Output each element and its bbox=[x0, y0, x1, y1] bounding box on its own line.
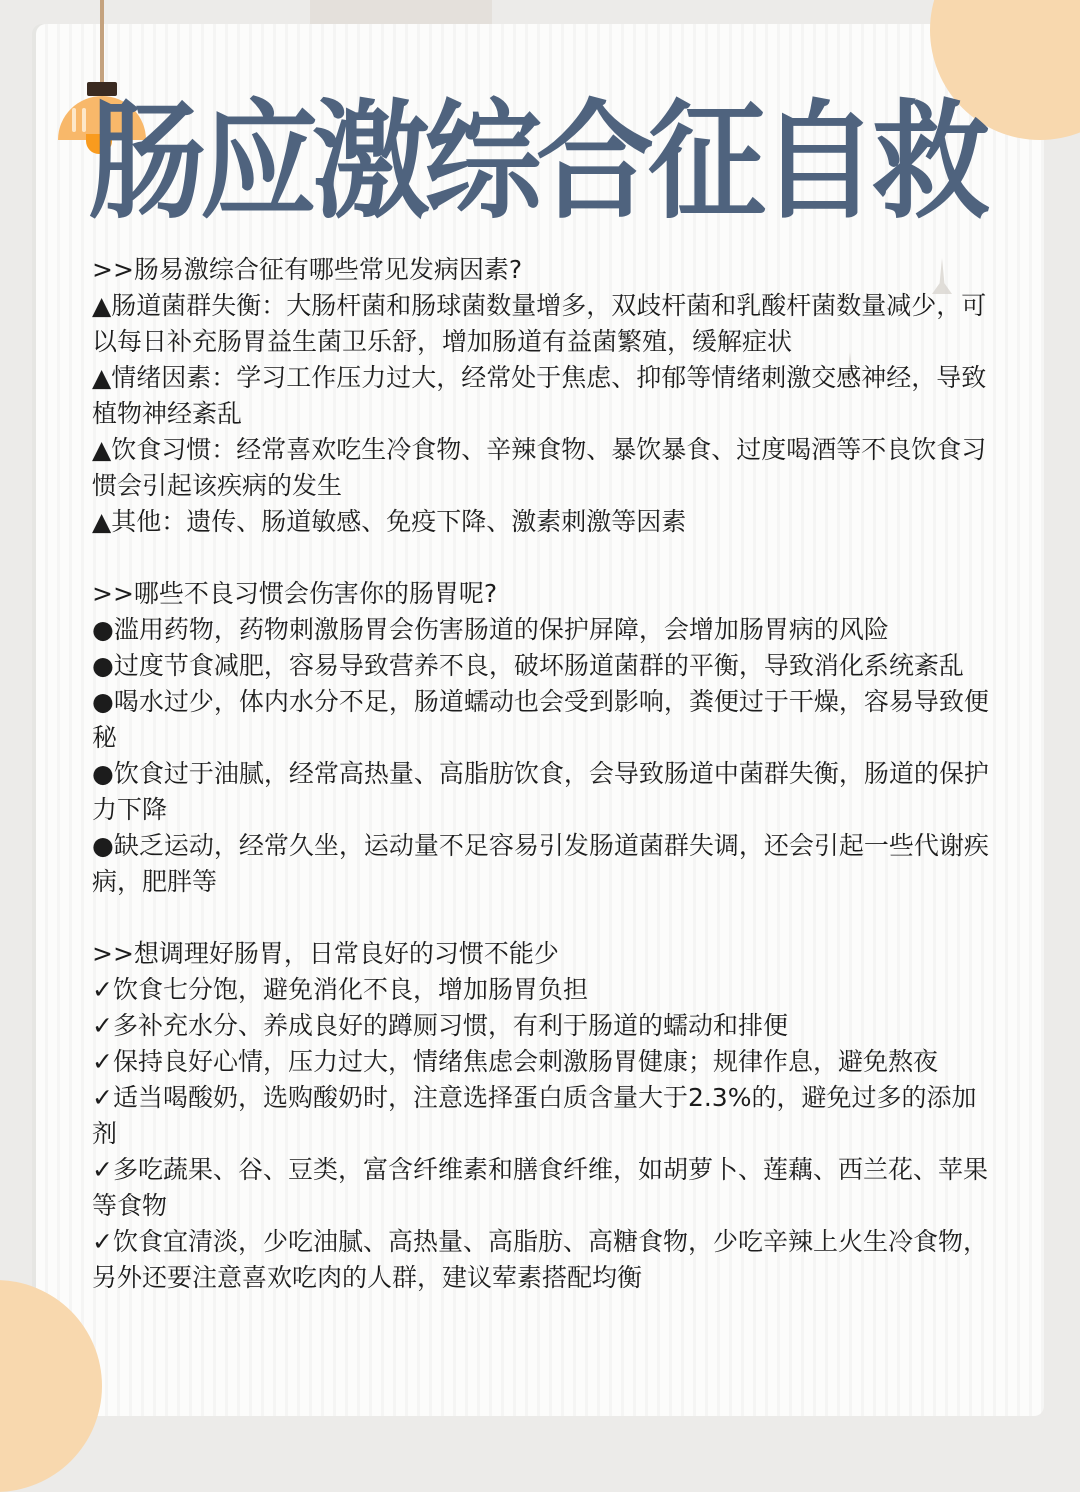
dot-bullet-icon: ● bbox=[92, 831, 114, 860]
list-item: ●滥用药物，药物刺激肠胃会伤害肠道的保护屏障，会增加肠胃病的风险 bbox=[92, 615, 889, 644]
background-band bbox=[310, 0, 492, 24]
list-item: ●饮食过于油腻，经常高热量、高脂肪饮食，会导致肠道中菌群失衡，肠道的保护力下降 bbox=[92, 759, 989, 824]
checkmark-icon: ✓ bbox=[92, 1155, 113, 1184]
triangle-bullet-icon: ▲ bbox=[92, 291, 112, 320]
section-heading: >>肠易激综合征有哪些常见发病因素? bbox=[92, 255, 523, 284]
page-title: 肠应激综合征自救 bbox=[88, 86, 985, 236]
list-item: ✓饮食宜清淡，少吃油腻、高热量、高脂肪、高糖食物，少吃辛辣上火生冷食物，另外还要注意喜欢吃肉的人群，建议荤素搭配均衡 bbox=[92, 1227, 988, 1292]
section-heading: >>想调理好肠胃，日常良好的习惯不能少 bbox=[92, 939, 559, 968]
lamp-cord bbox=[100, 0, 104, 84]
checkmark-icon: ✓ bbox=[92, 1083, 113, 1112]
triangle-bullet-icon: ▲ bbox=[92, 507, 112, 536]
dot-bullet-icon: ● bbox=[92, 615, 114, 644]
lamp-stripe bbox=[72, 108, 76, 132]
list-item: ✓适当喝酸奶，选购酸奶时，注意选择蛋白质含量大于2.3%的，避免过多的添加剂 bbox=[92, 1083, 977, 1148]
triangle-bullet-icon: ▲ bbox=[92, 363, 112, 392]
list-item: ▲肠道菌群失衡：大肠杆菌和肠球菌数量增多，双歧杆菌和乳酸杆菌数量减少，可以每日补充肠胃益生菌卫乐舒，增加肠道有益菌繁殖，缓解症状 bbox=[92, 291, 987, 356]
dot-bullet-icon: ● bbox=[92, 759, 114, 788]
dot-bullet-icon: ● bbox=[92, 687, 114, 716]
list-item: ▲饮食习惯：经常喜欢吃生冷食物、辛辣食物、暴饮暴食、过度喝酒等不良饮食习惯会引起该疾病的发生 bbox=[92, 435, 987, 500]
checkmark-icon: ✓ bbox=[92, 1011, 113, 1040]
list-item: ✓保持良好心情，压力过大，情绪焦虑会刺激肠胃健康；规律作息，避免熬夜 bbox=[92, 1047, 938, 1076]
section-causes bbox=[92, 252, 992, 540]
dot-bullet-icon: ● bbox=[92, 651, 114, 680]
list-item: ▲情绪因素：学习工作压力过大，经常处于焦虑、抑郁等情绪刺激交感神经，导致植物神经紊乱 bbox=[92, 363, 987, 428]
list-item: ●过度节食减肥，容易导致营养不良，破坏肠道菌群的平衡，导致消化系统紊乱 bbox=[92, 651, 964, 680]
checkmark-icon: ✓ bbox=[92, 1047, 113, 1076]
list-item: ▲其他：遗传、肠道敏感、免疫下降、激素刺激等因素 bbox=[92, 507, 687, 536]
checkmark-icon: ✓ bbox=[92, 975, 113, 1004]
list-item: ✓多补充水分、养成良好的蹲厕习惯，有利于肠道的蠕动和排便 bbox=[92, 1011, 788, 1040]
lamp-stripe bbox=[82, 108, 86, 132]
triangle-bullet-icon: ▲ bbox=[92, 435, 112, 464]
list-item: ●喝水过少，体内水分不足，肠道蠕动也会受到影响，粪便过于干燥，容易导致便秘 bbox=[92, 687, 989, 752]
list-item: ✓多吃蔬果、谷、豆类，富含纤维素和膳食纤维，如胡萝卜、莲藕、西兰花、苹果等食物 bbox=[92, 1155, 988, 1220]
list-item: ●缺乏运动，经常久坐，运动量不足容易引发肠道菌群失调，还会引起一些代谢疾病，肥胖等 bbox=[92, 831, 989, 896]
article-body bbox=[92, 252, 992, 1296]
list-item: ✓饮食七分饱，避免消化不良，增加肠胃负担 bbox=[92, 975, 588, 1004]
section-bad-habits bbox=[92, 576, 992, 900]
section-heading: >>哪些不良习惯会伤害你的肠胃呢? bbox=[92, 579, 498, 608]
checkmark-icon: ✓ bbox=[92, 1227, 113, 1256]
section-good-habits bbox=[92, 936, 992, 1296]
